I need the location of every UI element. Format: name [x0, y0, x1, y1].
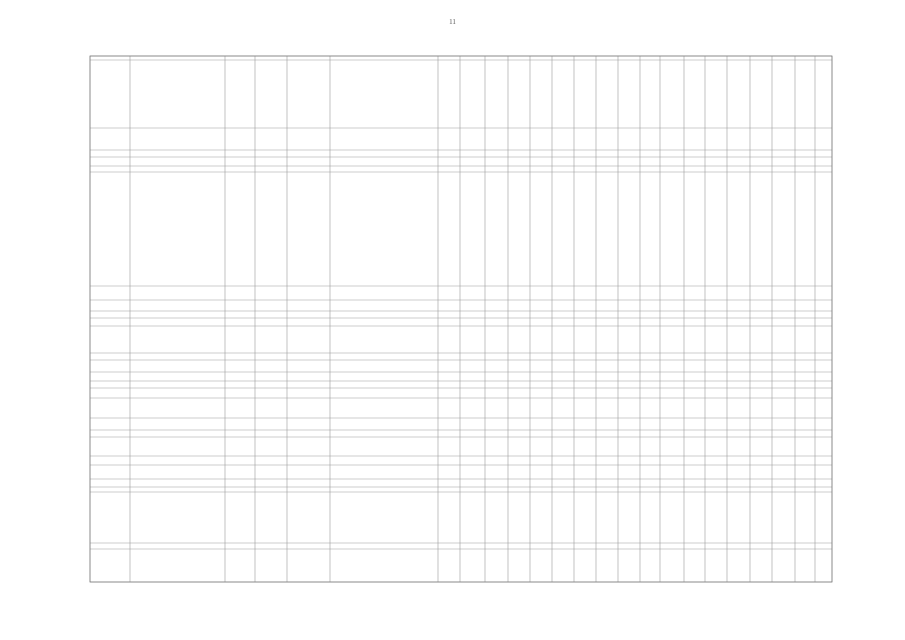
page-number: 11	[449, 18, 456, 26]
table-border	[90, 56, 832, 582]
